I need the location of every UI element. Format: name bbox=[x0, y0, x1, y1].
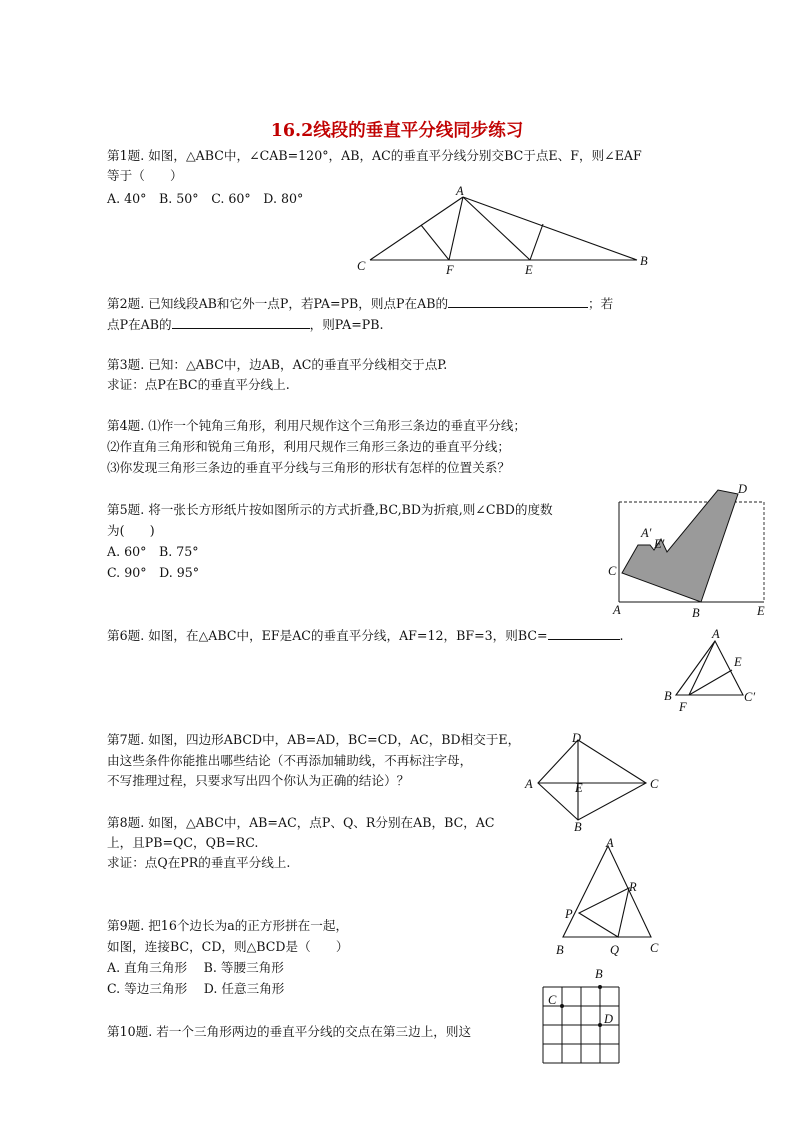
q5-label-E: E bbox=[757, 604, 765, 618]
q10-line1: 第10题. 若一个三角形两边的垂直平分线的交点在第三边上，则这 bbox=[107, 1024, 472, 1039]
q9-label-D: D bbox=[604, 1012, 614, 1026]
q9-options-2: C. 等边三角形 D. 任意三角形 bbox=[107, 981, 285, 996]
q7-label-E: E bbox=[575, 781, 583, 795]
q9-options-1: A. 直角三角形 B. 等腰三角形 bbox=[107, 960, 284, 975]
q6-figure bbox=[660, 626, 770, 716]
q7-label-B: B bbox=[574, 820, 582, 834]
q2-text-1b: ；若 bbox=[588, 296, 614, 311]
q5-label-B: B bbox=[692, 606, 700, 620]
q7-label-C: C bbox=[650, 777, 659, 791]
q6-label-C: C′ bbox=[744, 690, 756, 704]
q9-line1: 第9题. 把16个边长为a的正方形拼在一起， bbox=[107, 918, 349, 933]
q2-blank-2[interactable] bbox=[172, 316, 310, 329]
q2-line2 bbox=[107, 316, 384, 333]
q3-line1: 第3题. 已知：△ABC中，边AB，AC的垂直平分线相交于点P. bbox=[107, 357, 448, 372]
q1-label-C: C bbox=[357, 259, 366, 273]
q5-label-A1: A′ bbox=[641, 526, 652, 540]
q1-label-B: B bbox=[640, 254, 648, 268]
q1-label-E: E bbox=[525, 263, 533, 277]
q7-line2: 由这些条件你能推出哪些结论（不再添加辅助线，不再标注字母， bbox=[107, 753, 473, 768]
q5-label-C: C bbox=[608, 564, 617, 578]
q7-label-A: A bbox=[525, 777, 533, 791]
q6-label-F: F bbox=[679, 700, 687, 714]
q8-line1: 第8题. 如图，△ABC中，AB=AC，点P、Q、R分别在AB，BC，AC bbox=[107, 815, 495, 830]
q8-line2: 上，且PB=QC，QB=RC. bbox=[107, 835, 259, 850]
q8-label-Q: Q bbox=[610, 943, 620, 957]
q3-line2: 求证：点P在BC的垂直平分线上. bbox=[107, 377, 290, 392]
q5-line2: 为( ) bbox=[107, 523, 155, 538]
q1-label-A: A bbox=[456, 184, 464, 198]
q5-options-2: C. 90° D. 95° bbox=[107, 565, 200, 580]
q7-line3: 不写推理过程，只要求写出四个你认为正确的结论）？ bbox=[107, 773, 410, 788]
q2-text-2a: 点P在AB的 bbox=[107, 317, 172, 332]
q6-blank[interactable] bbox=[548, 627, 620, 640]
q8-label-C: C bbox=[650, 941, 659, 955]
q6-label-A: A bbox=[712, 627, 720, 641]
q8-label-P: P bbox=[565, 907, 573, 921]
q6-line1 bbox=[107, 627, 624, 644]
q6-text-1a: 第6题. 如图，在△ABC中，EF是AC的垂直平分线，AF=12，BF=3，则BC= bbox=[107, 628, 548, 643]
q2-text-2b: ，则PA=PB. bbox=[309, 317, 384, 332]
q5-figure bbox=[605, 478, 775, 623]
q8-label-A: A bbox=[606, 836, 614, 850]
q2-blank-1[interactable] bbox=[448, 295, 588, 308]
q1-line1: 第1题. 如图，△ABC中，∠CAB=120°，AB，AC的垂直平分线分别交BC于点E、F，则∠EAF bbox=[107, 148, 642, 163]
q6-label-B: B bbox=[664, 689, 672, 703]
q7-figure bbox=[520, 728, 670, 838]
q5-label-E1: E′ bbox=[654, 537, 665, 551]
page-title: 16.2线段的垂直平分线同步练习 bbox=[270, 121, 524, 141]
q1-line2: 等于（ ） bbox=[107, 168, 183, 183]
q7-line1: 第7题. 如图，四边形ABCD中，AB=AD，BC=CD，AC，BD相交于E， bbox=[107, 732, 521, 747]
q2-line1 bbox=[107, 295, 613, 312]
q5-line1: 第5题. 将一张长方形纸片按如图所示的方式折叠,BC,BD为折痕,则∠CBD的度数 bbox=[107, 502, 553, 517]
q6-text-1b: . bbox=[619, 628, 624, 643]
q1-options: A. 40° B. 50° C. 60° D. 80° bbox=[107, 191, 304, 206]
q8-label-B: B bbox=[556, 943, 564, 957]
q5-label-A: A bbox=[613, 603, 621, 617]
q6-label-E: E bbox=[734, 655, 742, 669]
q8-figure bbox=[548, 836, 668, 961]
q9-figure bbox=[535, 965, 625, 1065]
q5-label-D: D bbox=[738, 482, 748, 496]
q2-text-1a: 第2题. 已知线段AB和它外一点P，若PA=PB，则点P在AB的 bbox=[107, 296, 449, 311]
q4-line1: 第4题. ⑴作一个钝角三角形，利用尺规作这个三角形三条边的垂直平分线； bbox=[107, 418, 527, 433]
q1-figure bbox=[355, 182, 655, 277]
q9-line2: 如图，连接BC，CD，则△BCD是（ ） bbox=[107, 939, 349, 954]
q8-label-R: R bbox=[629, 880, 637, 894]
q9-label-C: C bbox=[548, 993, 557, 1007]
q4-line3: ⑶你发现三角形三条边的垂直平分线与三角形的形状有怎样的位置关系？ bbox=[107, 460, 510, 475]
q8-line3: 求证：点Q在PR的垂直平分线上. bbox=[107, 855, 291, 870]
q7-label-D: D bbox=[572, 731, 582, 745]
q9-label-B: B bbox=[595, 967, 603, 981]
q1-label-F: F bbox=[446, 263, 454, 277]
q5-options-1: A. 60° B. 75° bbox=[107, 544, 199, 559]
q4-line2: ⑵作直角三角形和锐角三角形，利用尺规作三角形三条边的垂直平分线； bbox=[107, 439, 510, 454]
